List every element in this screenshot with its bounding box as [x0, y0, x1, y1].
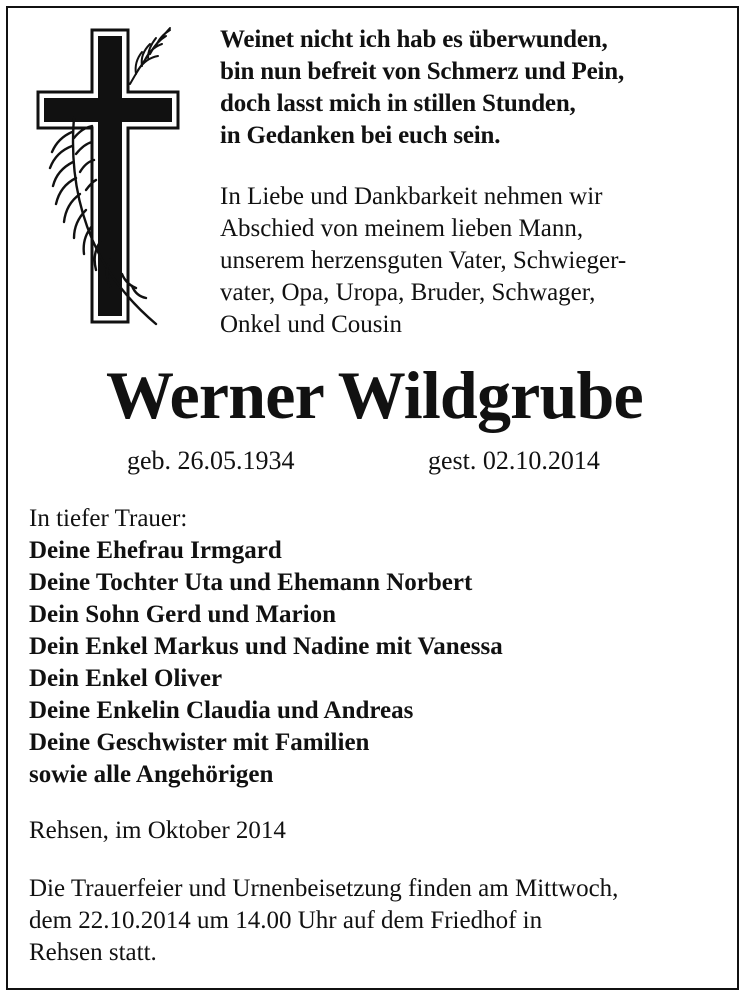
mourner-entry: Deine Ehefrau Irmgard — [29, 537, 282, 564]
mourners-heading: In tiefer Trauer: — [29, 505, 188, 532]
mourner-entry: sowie alle Angehörigen — [29, 761, 274, 788]
place-date: Rehsen, im Oktober 2014 — [29, 817, 286, 844]
service-line: dem 22.10.2014 um 14.00 Uhr auf dem Friedhof in — [29, 907, 543, 934]
poem-line: bin nun befreit von Schmerz und Pein, — [220, 58, 625, 85]
intro-line: In Liebe und Dankbarkeit nehmen wir — [220, 183, 603, 210]
mourners-list — [29, 535, 729, 791]
mourner-entry: Deine Tochter Uta und Ehemann Norbert — [29, 569, 473, 596]
poem — [220, 24, 720, 152]
intro-line: Onkel und Cousin — [220, 311, 402, 338]
service-notice — [29, 873, 729, 969]
intro-line: vater, Opa, Uropa, Bruder, Schwager, — [220, 279, 596, 306]
farewell-intro — [220, 181, 720, 341]
intro-line: Abschied von meinem lieben Mann, — [220, 215, 584, 242]
poem-line: in Gedanken bei euch sein. — [220, 122, 501, 149]
service-line: Die Trauerfeier und Urnenbeisetzung finden am Mittwoch, — [29, 875, 619, 902]
mourner-entry: Deine Geschwister mit Familien — [29, 729, 370, 756]
birth-date: geb. 26.05.1934 — [127, 446, 295, 475]
mourner-entry: Dein Enkel Markus und Nadine mit Vanessa — [29, 633, 503, 660]
poem-line: doch lasst mich in stillen Stunden, — [220, 90, 576, 117]
cross-with-palm-branch-icon — [28, 22, 198, 332]
mourner-entry: Deine Enkelin Claudia und Andreas — [29, 697, 414, 724]
mourners-section — [29, 503, 729, 791]
mourner-entry: Dein Sohn Gerd und Marion — [29, 601, 337, 628]
death-date: gest. 02.10.2014 — [428, 446, 600, 475]
poem-line: Weinet nicht ich hab es überwunden, — [220, 26, 608, 53]
mourner-entry: Dein Enkel Oliver — [29, 665, 223, 692]
service-line: Rehsen statt. — [29, 939, 157, 966]
intro-line: unserem herzensguten Vater, Schwieger- — [220, 247, 627, 274]
deceased-name: Werner Wildgrube — [106, 357, 643, 433]
